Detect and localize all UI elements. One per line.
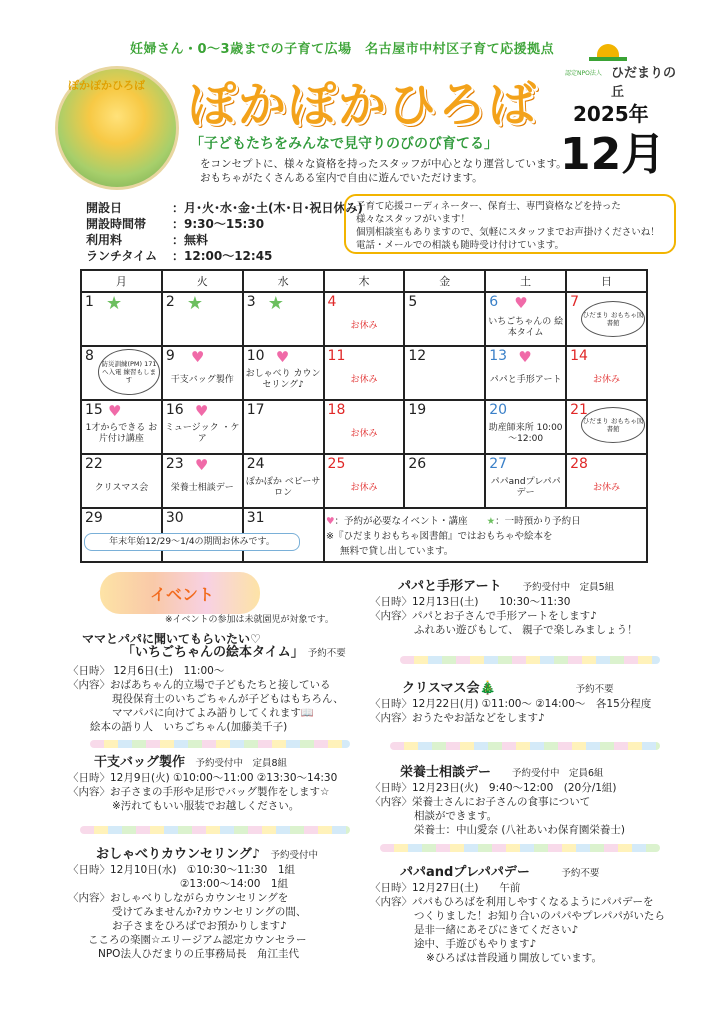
heart-icon: ♥ bbox=[326, 516, 335, 527]
day-event: 干支バッグ製作 bbox=[170, 375, 234, 385]
star-icon: ★ bbox=[267, 293, 284, 314]
day-number: 21 bbox=[570, 402, 588, 418]
plaza-logo-illustration bbox=[55, 66, 179, 190]
event-banner bbox=[100, 572, 260, 614]
day-cell bbox=[485, 346, 566, 400]
info-value: ：月･火･水･金･土(木･日･祝日休み) bbox=[172, 201, 363, 215]
star-icon: ★ bbox=[186, 293, 203, 314]
heart-icon: ♥ bbox=[194, 456, 209, 474]
event-status: 予約受付中 定員6組 bbox=[512, 768, 604, 779]
weekday-header bbox=[81, 270, 647, 292]
event-ehon-body bbox=[68, 664, 368, 734]
staff-note-box bbox=[344, 194, 676, 254]
event-title: クリスマス会🎄 bbox=[402, 681, 496, 696]
event-status: 予約受付中 bbox=[270, 850, 319, 861]
hill-icon bbox=[589, 57, 627, 61]
event-banner-label: イベント bbox=[150, 585, 215, 604]
day-number: 23 bbox=[165, 456, 184, 472]
day-cell bbox=[162, 454, 243, 508]
month: 12月 bbox=[560, 129, 666, 180]
event-date: 〈日時〉12月22日(月) ①11:00～ ②14:00～ 各15分程度 bbox=[370, 698, 652, 710]
holiday-notice: 年末年始12/29～1/4の期間お休みです。 bbox=[84, 533, 300, 551]
day-cell bbox=[243, 400, 324, 454]
brand-org: 認定NPO法人 bbox=[565, 70, 602, 77]
info-row bbox=[86, 248, 363, 264]
day-cell bbox=[243, 454, 324, 508]
event-counsel bbox=[68, 848, 368, 961]
divider-stripe bbox=[400, 656, 660, 664]
heart-icon: ♥ bbox=[108, 402, 122, 420]
day-cell bbox=[566, 454, 647, 508]
event-title: パパと手形アート bbox=[398, 579, 502, 594]
day-cell bbox=[162, 346, 243, 400]
weekday-fri: 金 bbox=[404, 270, 485, 292]
event-content: 〈内容〉おばあちゃん的立場で子どもたちと接している bbox=[68, 679, 331, 691]
day-cell bbox=[485, 400, 566, 454]
day-cell bbox=[162, 400, 243, 454]
heart-icon: ♥ bbox=[514, 294, 528, 312]
calendar-legend bbox=[326, 514, 581, 559]
heart-icon: ♥ bbox=[194, 402, 209, 420]
day-number: 11 bbox=[327, 348, 346, 364]
day-cell bbox=[566, 346, 647, 400]
concept: 「子どもたちをみんなで見守りのびのび育てる」 bbox=[190, 136, 498, 152]
event-content: 〈内容〉栄養士さんにお子さんの食事について bbox=[370, 796, 591, 808]
day-number: 26 bbox=[408, 456, 427, 472]
divider-stripe bbox=[390, 742, 660, 750]
event-title: 干支バッグ製作 bbox=[94, 755, 186, 770]
info-key: ランチタイム bbox=[86, 249, 158, 263]
star-icon: ★ bbox=[486, 516, 496, 527]
weekday-tue: 火 bbox=[162, 270, 243, 292]
event-title: パパandプレパパデー bbox=[400, 865, 530, 880]
info-key: 利用料 bbox=[86, 233, 123, 247]
event-content: 〈内容〉パパとお子さんで手形アートをします♪ bbox=[370, 610, 597, 622]
event-content: お子さまをひろばでお預かりします♪ bbox=[112, 920, 287, 932]
day-number: 20 bbox=[489, 402, 508, 418]
day-cell bbox=[324, 454, 405, 508]
divider-stripe bbox=[380, 844, 660, 852]
day-number: 30 bbox=[165, 510, 184, 526]
weekday-thu: 木 bbox=[324, 270, 405, 292]
event-content: 受けてみませんか?カウンセリングの間、 bbox=[112, 906, 307, 918]
heart-icon: ♥ bbox=[275, 348, 290, 366]
day-event: お休み bbox=[593, 483, 621, 493]
day-number: 27 bbox=[489, 456, 508, 472]
legend-star: ：一時預かり予約日 bbox=[495, 516, 581, 527]
note-line: 個別相談室もありますので、気軽にスタッフまでお声掛けくださいね！ bbox=[356, 227, 660, 238]
day-number: 15 bbox=[85, 402, 103, 418]
day-number: 19 bbox=[408, 402, 427, 418]
day-number: 22 bbox=[85, 456, 103, 472]
day-event: お休み bbox=[350, 429, 378, 439]
info-value: ：無料 bbox=[172, 233, 209, 247]
day-number: 5 bbox=[408, 294, 418, 310]
day-cell bbox=[404, 454, 485, 508]
day-cell bbox=[485, 454, 566, 508]
day-event: お休み bbox=[593, 375, 621, 385]
note-line: 様々なスタッフがいます！ bbox=[356, 214, 471, 225]
event-ehon bbox=[82, 632, 382, 661]
day-number: 14 bbox=[570, 348, 588, 364]
event-title: おしゃべりカウンセリング♪ bbox=[96, 847, 261, 862]
legend-note: 無料で貸し出しています。 bbox=[340, 546, 454, 557]
day-event: ぽかぽか ベビーサロン bbox=[245, 477, 321, 498]
event-eiyou bbox=[370, 766, 670, 837]
info-value: ：12:00～12:45 bbox=[172, 249, 273, 263]
brand-logo bbox=[565, 52, 685, 100]
day-event: お休み bbox=[350, 483, 378, 493]
day-cell bbox=[404, 400, 485, 454]
day-number: 28 bbox=[570, 456, 588, 472]
page-title: ぽかぽかひろば bbox=[188, 77, 539, 133]
event-title: 「いちごちゃんの絵本タイム」 bbox=[122, 645, 298, 660]
event-content: こころの楽園☆エリージアム認定カウンセラー bbox=[88, 934, 307, 946]
day-number: 24 bbox=[246, 456, 265, 472]
day-number: 6 bbox=[489, 294, 499, 310]
day-event: パパandプレパパ デー bbox=[490, 477, 561, 498]
event-content: ※ひろばは普段通り開放しています。 bbox=[426, 952, 602, 964]
day-cell bbox=[566, 292, 647, 346]
day-number: 12 bbox=[408, 348, 427, 364]
year: 2025年 bbox=[573, 102, 649, 126]
event-status: 予約受付中 定員5組 bbox=[522, 582, 615, 593]
day-number: 18 bbox=[327, 402, 346, 418]
divider-stripe bbox=[90, 740, 350, 748]
event-note: ※イベントの参加は未就園児が対象です。 bbox=[165, 615, 334, 625]
weekday-mon: 月 bbox=[81, 270, 162, 292]
day-event: クリスマス会 bbox=[94, 483, 149, 493]
info-key: 開設時間帯 bbox=[86, 217, 147, 231]
day-cell bbox=[324, 292, 405, 346]
calendar-week bbox=[81, 454, 647, 508]
event-content: 相談ができます。 bbox=[414, 810, 498, 822]
day-number: 9 bbox=[165, 348, 175, 364]
event-title: ママとパパに聞いてもらいたい♡ bbox=[82, 632, 261, 646]
day-number: 2 bbox=[165, 294, 175, 310]
star-icon: ★ bbox=[106, 293, 123, 314]
divider-stripe bbox=[80, 826, 350, 834]
event-xmas bbox=[370, 682, 670, 725]
day-cell bbox=[81, 346, 162, 400]
day-number: 1 bbox=[85, 294, 94, 310]
day-cell bbox=[162, 292, 243, 346]
description bbox=[200, 157, 567, 185]
event-date: 〈日時〉12月27日(土) 午前 bbox=[370, 882, 521, 894]
calendar-week bbox=[81, 292, 647, 346]
event-status: 予約不要 bbox=[307, 648, 346, 659]
opening-info bbox=[86, 200, 363, 264]
event-status: 予約不要 bbox=[561, 868, 600, 879]
info-value: ：9:30～15:30 bbox=[172, 217, 265, 231]
toy-library-bubble: ひだまり おもちゃ図書館 bbox=[581, 407, 645, 443]
day-number: 17 bbox=[246, 402, 265, 418]
day-event: 栄養士相談デー bbox=[170, 483, 234, 493]
event-content: 絵本の語り人 いちごちゃん(加藤美千子) bbox=[90, 721, 288, 733]
event-content: 栄養士：中山愛奈 (八社あいわ保育園栄養士) bbox=[414, 824, 626, 836]
day-cell bbox=[324, 346, 405, 400]
event-date: 〈日時〉12月13日(土) 10:30～11:30 bbox=[370, 596, 571, 608]
event-date: ②13:00～14:00 1組 bbox=[180, 878, 289, 890]
event-status: 予約不要 bbox=[575, 684, 614, 695]
event-title: 栄養士相談デー bbox=[400, 765, 492, 780]
day-number: 29 bbox=[85, 510, 103, 526]
legend-note: ※『ひだまりおもちゃ図書館』ではおもちゃや絵本を bbox=[326, 531, 553, 542]
day-number: 8 bbox=[85, 348, 94, 364]
legend-heart: ：予約が必要なイベント・講座 bbox=[334, 516, 468, 527]
day-event: 1才からできる お片付け講座 bbox=[85, 423, 158, 444]
day-cell bbox=[243, 346, 324, 400]
event-papa bbox=[370, 580, 670, 637]
logo-text: ぽかぽかひろば bbox=[68, 79, 145, 92]
day-cell bbox=[81, 400, 162, 454]
day-number: 10 bbox=[246, 348, 265, 364]
day-number: 4 bbox=[327, 294, 337, 310]
event-date: 〈日時〉12月9日(火) ①10:00～11:00 ②13:30～14:30 bbox=[68, 772, 338, 784]
info-row bbox=[86, 200, 363, 216]
heart-icon: ♥ bbox=[190, 348, 205, 366]
day-cell bbox=[404, 346, 485, 400]
description-line: おもちゃがたくさんある室内で自由に遊んでいただけます。 bbox=[200, 172, 483, 184]
event-status: 予約受付中 定員8組 bbox=[195, 758, 288, 769]
heart-icon: ♥ bbox=[518, 348, 532, 366]
day-event: パパと手形アート bbox=[489, 375, 562, 385]
day-event: おしゃべり カウンセリング♪ bbox=[245, 369, 321, 390]
sun-icon bbox=[597, 44, 619, 58]
day-number: 13 bbox=[489, 348, 508, 364]
calendar-week bbox=[81, 346, 647, 400]
event-date: 〈日時〉12月23日(火) 9:40～12:00 (20分/1組) bbox=[370, 782, 617, 794]
event-content: 〈内容〉お子さまの手形や足形でバッグ製作をします☆ bbox=[68, 786, 330, 798]
day-cell bbox=[243, 292, 324, 346]
event-date: 〈日時〉12月10日(水) ①10:30～11:30 1組 bbox=[68, 864, 296, 876]
day-cell bbox=[566, 400, 647, 454]
day-number: 25 bbox=[327, 456, 346, 472]
info-row bbox=[86, 216, 363, 232]
drill-bubble: 防災訓練(PM) 171へ入電 練習もします bbox=[98, 349, 160, 395]
note-line: 子育て応援コーディネーター、保育士、専門資格などを持った bbox=[356, 201, 621, 212]
event-content: 〈内容〉おしゃべりしながらカウンセリングを bbox=[68, 892, 289, 904]
weekday-sat: 土 bbox=[485, 270, 566, 292]
event-prepapa bbox=[370, 866, 670, 965]
event-content: 是非一緒にあそびにきてください♪ bbox=[414, 924, 579, 936]
event-content: ママパパに向けてよみ語りしてくれます📖 bbox=[112, 707, 314, 719]
description-line: をコンセプトに、様々な資格を持ったスタッフが中心となり運営しています。 bbox=[200, 158, 567, 170]
day-number: 16 bbox=[165, 402, 184, 418]
event-content: 〈内容〉パパもひろばを利用しやすくなるようにパパデーを bbox=[370, 896, 654, 908]
event-date: 〈日時〉 12月6日(土) 11:00～ bbox=[68, 665, 225, 677]
event-content: 現役保育士のいちごちゃんが子どもはもちろん、 bbox=[112, 693, 344, 705]
weekday-wed: 水 bbox=[243, 270, 324, 292]
day-event: ミュージック ・ケア bbox=[165, 423, 240, 444]
day-number: 7 bbox=[570, 294, 579, 310]
day-event: 助産師来所 10:00～12:00 bbox=[488, 423, 563, 444]
day-number: 3 bbox=[246, 294, 256, 310]
day-event: お休み bbox=[350, 321, 378, 331]
day-cell bbox=[81, 454, 162, 508]
tagline: 妊婦さん・0～3歳までの子育て広場 名古屋市中村区子育て応援拠点 bbox=[130, 42, 555, 57]
day-cell bbox=[81, 292, 162, 346]
day-cell bbox=[404, 292, 485, 346]
event-content: つくりました！お知り合いのパパやプレパパがいたら bbox=[414, 910, 665, 922]
event-content: 〈内容〉おうたやお話などをします♪ bbox=[370, 712, 545, 724]
event-content: ※汚れてもいい服装でお越しください。 bbox=[112, 800, 300, 812]
day-event: いちごちゃんの 絵本タイム bbox=[488, 317, 564, 338]
calendar-week bbox=[81, 400, 647, 454]
day-cell bbox=[485, 292, 566, 346]
info-row bbox=[86, 232, 363, 248]
brand-name: ひだまりの丘 bbox=[611, 66, 677, 100]
toy-library-bubble: ひだまり おもちゃ図書館 bbox=[581, 301, 645, 337]
info-key: 開設日 bbox=[86, 201, 123, 215]
day-event: お休み bbox=[350, 375, 378, 385]
weekday-sun: 日 bbox=[566, 270, 647, 292]
day-number: 31 bbox=[246, 510, 265, 526]
event-content: 途中、手遊びもやります♪ bbox=[414, 938, 537, 950]
note-line: 電話・メールでの相談も随時受け付けています。 bbox=[356, 240, 565, 251]
event-content: ふれあい遊びもして、 親子で楽しみましょう！ bbox=[414, 624, 638, 636]
day-cell bbox=[324, 400, 405, 454]
legend-row bbox=[326, 514, 581, 529]
event-bag bbox=[68, 756, 368, 813]
event-content: NPO法人ひだまりの丘事務局長 角江圭代 bbox=[98, 948, 299, 960]
